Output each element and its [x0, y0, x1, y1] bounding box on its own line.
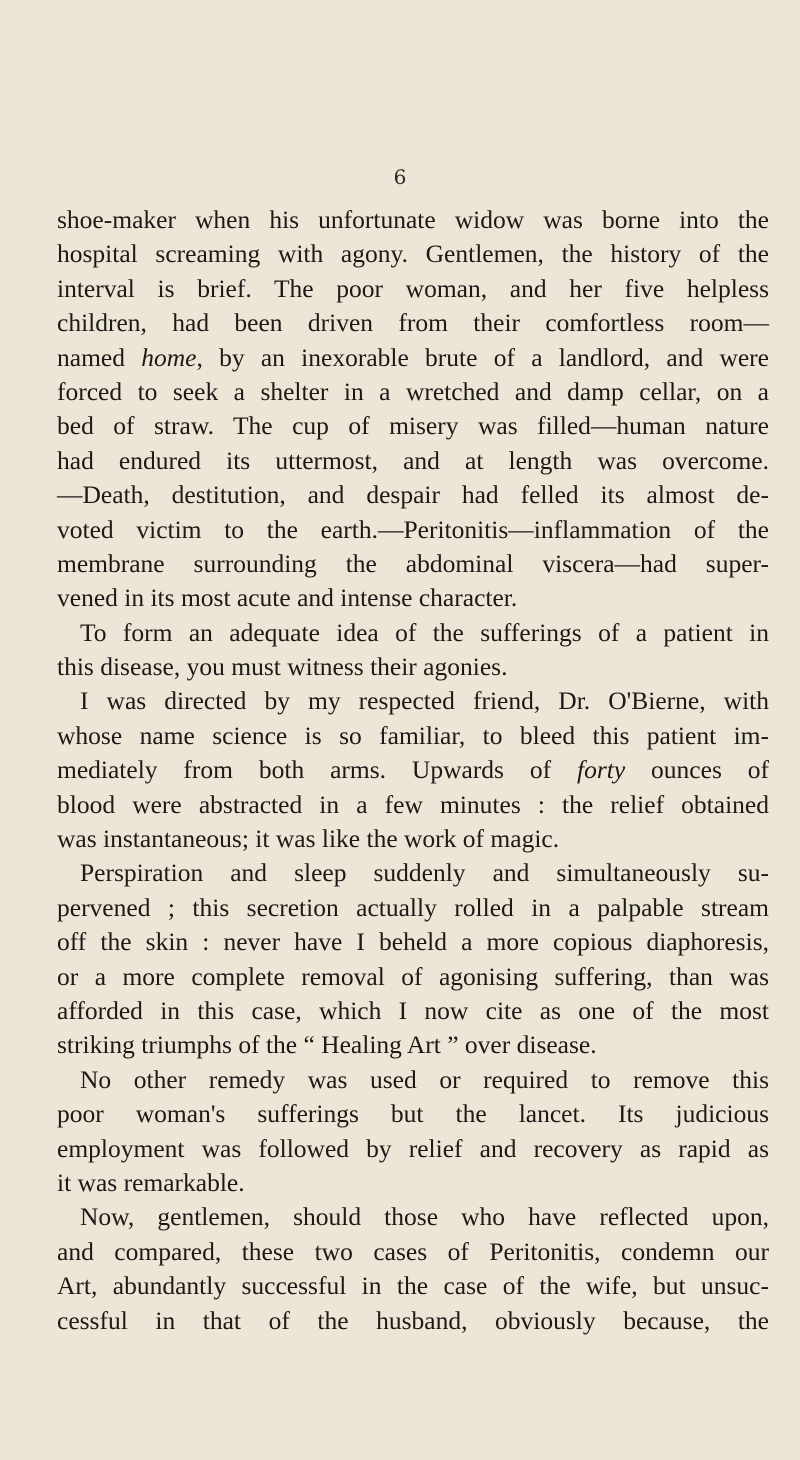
italic-text: forty	[577, 755, 626, 785]
text-segment: , by an inexorable brute of a landlord, and were	[196, 342, 769, 372]
text-segment: Now, gentlemen, should those who have reflected upon,	[80, 1202, 769, 1232]
text-line	[57, 856, 769, 890]
text-line	[57, 753, 769, 787]
text-segment: vened in its most acute and intense character.	[57, 583, 518, 613]
text-line	[57, 616, 769, 650]
text-line	[57, 891, 769, 925]
text-segment: this disease, you must witness their agonies.	[57, 652, 508, 682]
text-line	[57, 822, 769, 856]
text-segment: poor woman's sufferings but the lancet. Its judicious	[57, 1099, 769, 1129]
text-line	[57, 478, 769, 512]
text-line	[57, 409, 769, 443]
text-segment: named	[57, 342, 142, 372]
text-segment: ounces of	[625, 755, 769, 785]
text-segment: afforded in this case, which I now cite as one of the most	[57, 995, 769, 1025]
body-text	[57, 203, 769, 1338]
text-line	[57, 581, 769, 615]
text-line	[57, 306, 769, 340]
text-segment: whose name science is so familiar, to bleed this patient im-	[57, 720, 769, 750]
text-line	[57, 1269, 769, 1303]
text-segment: membrane surrounding the abdominal viscera—had super-	[57, 548, 769, 578]
text-segment: I was directed by my respected friend, Dr. O'Bierne, with	[80, 686, 769, 716]
text-segment: striking triumphs of the “ Healing Art ” over disease.	[57, 1030, 597, 1060]
text-segment: Art, abundantly successful in the case of the wife, but unsuc-	[57, 1271, 769, 1301]
text-line	[57, 1132, 769, 1166]
text-line	[57, 1028, 769, 1062]
text-line	[57, 203, 769, 237]
text-line	[57, 994, 769, 1028]
text-line	[57, 341, 769, 375]
italic-text: home	[141, 342, 197, 372]
text-segment: interval is brief. The poor woman, and her five helpless	[57, 273, 769, 303]
text-line	[57, 547, 769, 581]
text-segment: hospital screaming with agony. Gentlemen, the history of the	[57, 239, 769, 269]
text-line	[57, 960, 769, 994]
text-line	[57, 1304, 769, 1338]
text-segment: —Death, destitution, and despair had felled its almost de-	[57, 480, 769, 510]
text-segment: To form an adequate idea of the sufferings of a patient in	[80, 617, 769, 647]
text-line	[57, 650, 769, 684]
text-segment: it was remarkable.	[57, 1167, 245, 1197]
text-line	[57, 788, 769, 822]
text-line	[57, 375, 769, 409]
text-segment: and compared, these two cases of Peritonitis, condemn our	[57, 1236, 769, 1266]
text-line	[57, 444, 769, 478]
text-segment: cessful in that of the husband, obviously because, the	[57, 1305, 769, 1335]
text-line	[57, 1235, 769, 1269]
text-segment: No other remedy was used or required to remove this	[80, 1064, 769, 1094]
text-line	[57, 513, 769, 547]
text-segment: Perspiration and sleep suddenly and simultaneously su-	[80, 858, 769, 888]
text-segment: off the skin : never have I beheld a more copious diaphoresis,	[57, 927, 769, 957]
text-line	[57, 925, 769, 959]
text-segment: bed of straw. The cup of misery was filled—human nature	[57, 411, 769, 441]
text-line	[57, 719, 769, 753]
page-number: 6	[393, 165, 407, 189]
text-line	[57, 1166, 769, 1200]
text-line	[57, 237, 769, 271]
text-segment: had endured its uttermost, and at length was overcome.	[57, 445, 769, 475]
text-line	[57, 1097, 769, 1131]
text-line	[57, 272, 769, 306]
text-segment: mediately from both arms. Upwards of	[57, 755, 577, 785]
text-segment: shoe-maker when his unfortunate widow was borne into the	[57, 205, 769, 234]
text-segment: or a more complete removal of agonising suffering, than was	[57, 961, 769, 991]
text-segment: pervened ; this secretion actually rolled in a palpable stream	[57, 892, 769, 922]
text-line	[57, 1200, 769, 1234]
text-segment: employment was followed by relief and recovery as rapid as	[57, 1133, 769, 1163]
text-line	[57, 1063, 769, 1097]
text-segment: voted victim to the earth.—Peritonitis—inflammation of the	[57, 514, 769, 544]
text-segment: children, had been driven from their comfortless room—	[57, 308, 769, 338]
text-segment: forced to seek a shelter in a wretched and damp cellar, on a	[57, 376, 769, 406]
text-segment: blood were abstracted in a few minutes : the relief obtained	[57, 789, 769, 819]
text-line	[57, 684, 769, 718]
text-segment: was instantaneous; it was like the work of magic.	[57, 824, 560, 854]
